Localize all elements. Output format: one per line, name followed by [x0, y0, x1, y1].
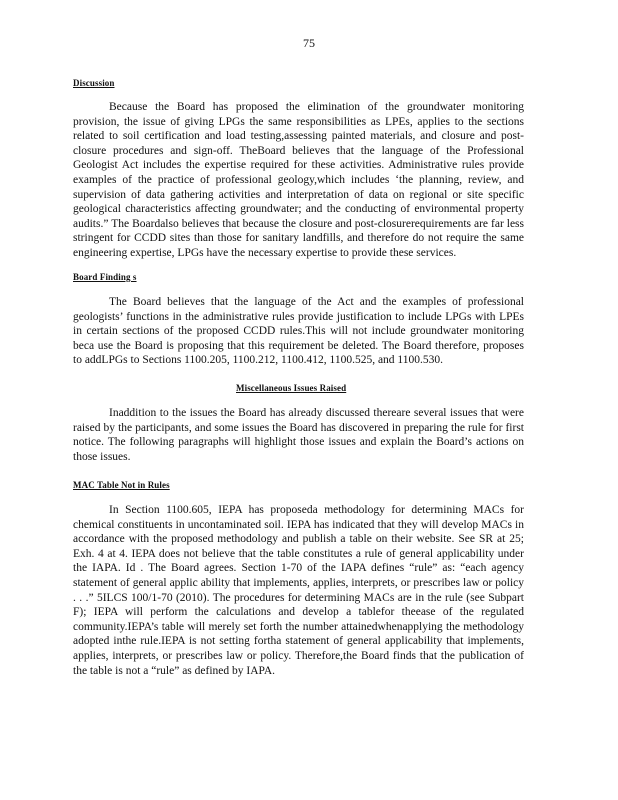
paragraph-mac-table: In Section 1100.605, IEPA has proposeda methodology for determining MACs for chemical constituents in uncontaminated soil. IEPA has indicated that they will develop MACs in accordance with the proposed methodology and publish a table on their website. See SR at 25; Exh. 4 at 4. IEPA does not believe that the table constitutes a rule of general applicability under the IAPA. Id . The Board agrees. Section 1-70 of the IAPA defines “rule” as: “each agency statement of general applic ability that implements, applies, interprets, or prescribes law or policy . . .” 5ILCS 100/1-70 (2010). The procedures for determining MACs are in the rule (see Subpart F); IEPA will perform the calculations and develop a tablefor theease of the regulated community.IEPA’s table will merely set forth the number attainedwhenapplying the methodology adopted inthe rule.IEPA is not setting fortha statement of general applicability that implements, applies, interprets, or prescribes law or policy. Therefore,the Board finds that the publication of the table is not a “rule” as defined by IAPA.	[73, 504, 524, 677]
heading-mac-table: MAC Table Not in Rules	[73, 480, 170, 490]
paragraph-board-findings: The Board believes that the language of the Act and the examples of professional geologists’ functions in the administrative rules provide justification to include LPGs with LPEs in certain sections of the proposed CCDD rules.This will not include groundwater monitoring beca use the Board is proposing that this requirement be deleted. The Board therefore, proposes to addLPGs to Sections 1100.205, 1100.212, 1100.412, 1100.525, and 1100.530.	[73, 296, 524, 367]
heading-board-findings: Board Finding s	[73, 272, 137, 282]
paragraph-discussion: Because the Board has proposed the elimination of the groundwater monitoring provision, the issue of giving LPGs the same responsibilities as LPEs, applies to the sections related to soil certification and load testing,assessing painted materials, and closure and post-closure procedures and sign-off. TheBoard believes that the language of the Professional Geologist Act includes the expertise required for these activities. Administrative rules provide examples of the practice of professional geology,which includes ‘the planning, review, and supervision of data gathering activities and interpretation of data on regional or site specific geological characteristics affecting groundwater; and the conducting of environmental property audits.” The Boardalso believes that because the closure and post-closurerequirements are far less stringent for CCDD sites than those for sanitary landfills, and therefore do not require the same engineering expertise, LPGs have the necessary expertise to provide these services.	[73, 101, 524, 259]
page-number: 75	[303, 36, 315, 50]
heading-discussion: Discussion	[73, 78, 115, 88]
paragraph-miscellaneous-issues: Inaddition to the issues the Board has already discussed thereare several issues that were raised by the participants, and some issues the Board has discovered in preparing the rule for first notice. The following paragraphs will highlight those issues and explain the Board’s actions on those issues.	[73, 407, 524, 463]
heading-miscellaneous-issues: Miscellaneous Issues Raised	[236, 383, 347, 393]
